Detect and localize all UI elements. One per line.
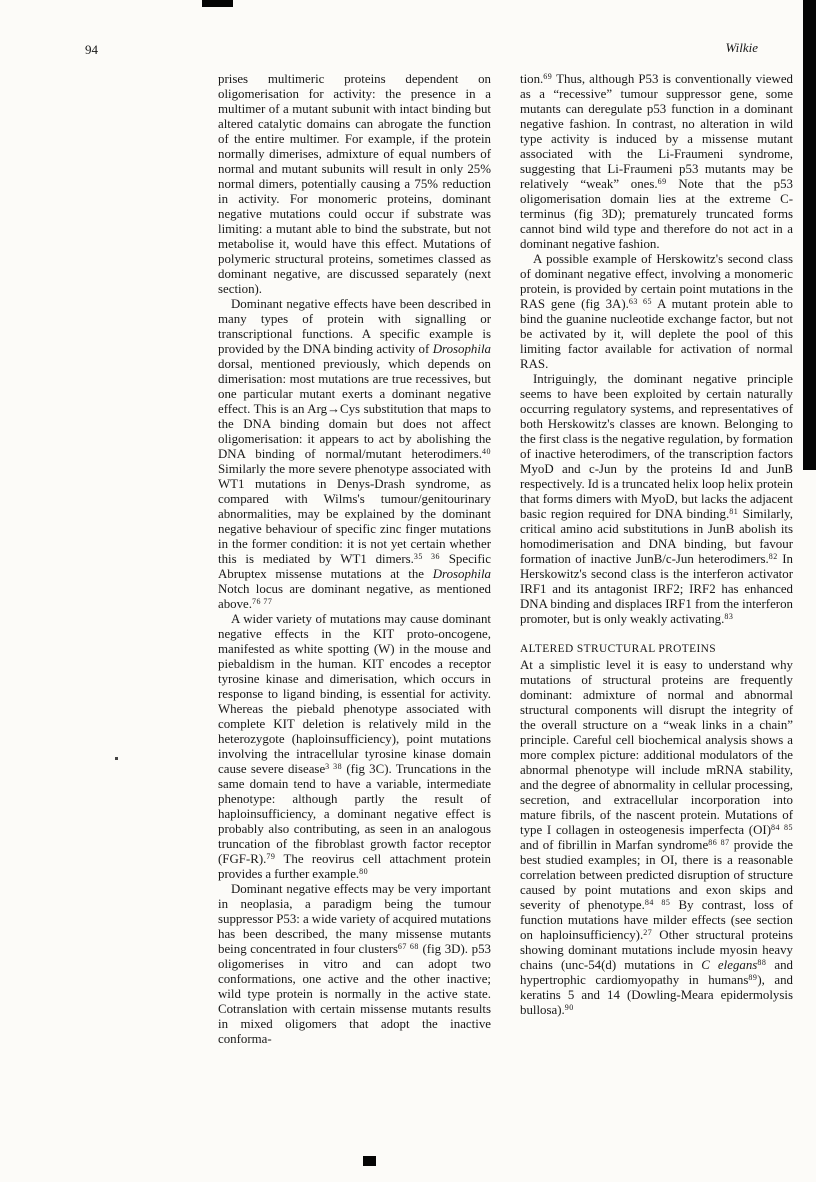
- paragraph: tion.$^{69}$ Thus, although P53 is conventionally viewed as a “recessive” tumour suppressor gene, some mutants can deregulate p53 function in a dominant negative fashion. In contrast, no alteration in wild type activity is induced by a missense mutant associated with the Li-Fraumeni syndrome, suggesting that Li-Fraumeni p53 mutants may be relatively “weak” ones.$^{69}$ Note that the p53 oligomerisation domain lies at the extreme C-terminus (fig 3D); prematurely truncated forms cannot bind wild type and therefore do not act in a dominant negative fashion.: [520, 72, 793, 251]
- paragraph: Dominant negative effects may be very important in neoplasia, a paradigm being the tumour suppressor P53: a wide variety of acquired mutations has been described, the many missense mutants being concentrated in four clusters$^{67 68}$ (fig 3D). p53 oligomerises in vitro and can adopt two conformations, one active and the other inactive; wild type protein is normally in the active state. Cotranslation with certain missense mutants results in mixed oligomers that adopt the inactive conforma-: [218, 882, 491, 1046]
- scan-speck: [115, 757, 118, 760]
- article-body: [218, 72, 793, 1047]
- scan-artifact-top: [202, 0, 233, 7]
- paragraph: A possible example of Herskowitz's second class of dominant negative effect, involving a monomeric protein, is provided by certain point mutations in the RAS gene (fig 3A).$^{63 65}$ A mutant protein able to bind the guanine nucleotide exchange factor, but not be activated by it, will deplete the pool of this limiting factor available for activation of normal RAS.: [520, 252, 793, 371]
- paragraph: Dominant negative effects have been described in many types of protein with signalling or transcriptional functions. A specific example is provided by the DNA binding activity of Drosophila dorsal, mentioned previously, which depends on dimerisation: most mutations are true recessives, but one particular mutant exerts a dominant negative effect. This is an Arg→Cys substitution that maps to the DNA binding domain but does not affect oligomerisation: it appears to act by abolishing the DNA binding of normal/mutant heterodimers.$^{40}$ Similarly the more severe phenotype associated with WT1 mutations in Denys-Drash syndrome, as compared with Wilms's tumour/genitourinary abnormalities, may be explained by the dominant negative behaviour of specific zinc finger mutations in the former condition: it is not yet certain whether this is mediated by WT1 dimers.$^{35 36}$ Specific Abruptex missense mutations at the Drosophila Notch locus are dominant negative, as mentioned above.$^{76 77}$: [218, 297, 491, 611]
- paragraph: prises multimeric proteins dependent on oligomerisation for activity: the presence in a multimer of a mutant subunit with intact binding but altered catalytic domains can abrogate the function of the entire multimer. For example, if the protein normally dimerises, admixture of equal numbers of normal and mutant subunits will result in only 25% normal dimers, potentially causing a 75% reduction in activity. For monomeric proteins, dominant negative mutations could occur if substrate was limiting: a mutant able to bind the substrate, but not metabolise it, would have this effect. Mutations of polymeric structural proteins, sometimes classed as dominant negative, are discussed separately (next section).: [218, 72, 491, 296]
- section-heading: ALTERED STRUCTURAL PROTEINS: [520, 643, 717, 655]
- paragraph: A wider variety of mutations may cause dominant negative effects in the KIT proto-oncogene, manifested as white spotting (W) in the mouse and piebaldism in the human. KIT encodes a receptor tyrosine kinase and dimerisation, which occurs in response to ligand binding, is essential for activity. Whereas the piebald phenotype associated with complete KIT deletion is relatively mild in the heterozygote (haploinsufficiency), point mutations involving the intracellular tyrosine kinase domain cause severe disease$^{3 38}$ (fig 3C). Truncations in the same domain tend to have a variable, intermediate phenotype: although partly the result of haploinsufficiency, a dominant negative effect is probably also contributing, as seen in an analogous truncation of the fibroblast growth factor receptor (FGF-R).$^{79}$ The reovirus cell attachment protein provides a further example.$^{80}$: [218, 612, 491, 881]
- column-right: [520, 72, 793, 1047]
- column-left: [218, 72, 491, 1047]
- running-head-author: Wilkie: [725, 40, 758, 55]
- paragraph: Intriguingly, the dominant negative principle seems to have been exploited by certain naturally occurring regulatory systems, and representatives of both Herskowitz's classes are known. Belonging to the first class is the negative regulation, by formation of inactive heterodimers, of the transcription factors MyoD and c-Jun by the proteins Id and JunB respectively. Id is a truncated helix loop helix protein that forms dimers with MyoD, but lacks the adjacent basic region required for DNA binding.$^{81}$ Similarly, critical amino acid substitutions in JunB abolish its homodimerisation and DNA binding, but favour formation of inactive JunB/c-Jun heterodimers.$^{82}$ In Herskowitz's second class is the interferon activator IRF1 and its antagonist IRF2; IRF2 has enhanced DNA binding and displaces IRF1 from the interferon promoter, but is only weakly activating.$^{83}$: [520, 372, 794, 626]
- scan-artifact-right-edge: [803, 0, 816, 470]
- paragraph: At a simplistic level it is easy to understand why mutations of structural proteins are frequently dominant: admixture of normal and abnormal structural components will disrupt the integrity of the overall structure on a “weak links in a chain” principle. Careful cell biochemical analysis shows a more complex picture: additional modulators of the abnormal phenotype will include mRNA stability, and the degree of abnormality in cellular processing, secretion, and extracellular incorporation into mature fibrils, of the nascent protein. Mutations of type I collagen in osteogenesis imperfecta (OI)$^{84 85}$ and of fibrillin in Marfan syndrome$^{86 87}$ provide the best studied examples; in OI, there is a reasonable correlation between predicted disruption of structure caused by point mutations and exon skips and severity of phenotype.$^{84 85}$ By contrast, loss of function mutations have milder effects (see section on haploinsufficiency).$^{27}$ Other structural proteins showing dominant mutations include myosin heavy chains (unc-54(d) mutations in C elegans$^{88}$ and hypertrophic cardiomyopathy in humans$^{89}$), and keratins 5 and 14 (Dowling-Meara epidermolysis bullosa).$^{90}$: [520, 658, 794, 1017]
- page-number: 94: [85, 42, 98, 57]
- scan-artifact-bottom: [363, 1156, 376, 1166]
